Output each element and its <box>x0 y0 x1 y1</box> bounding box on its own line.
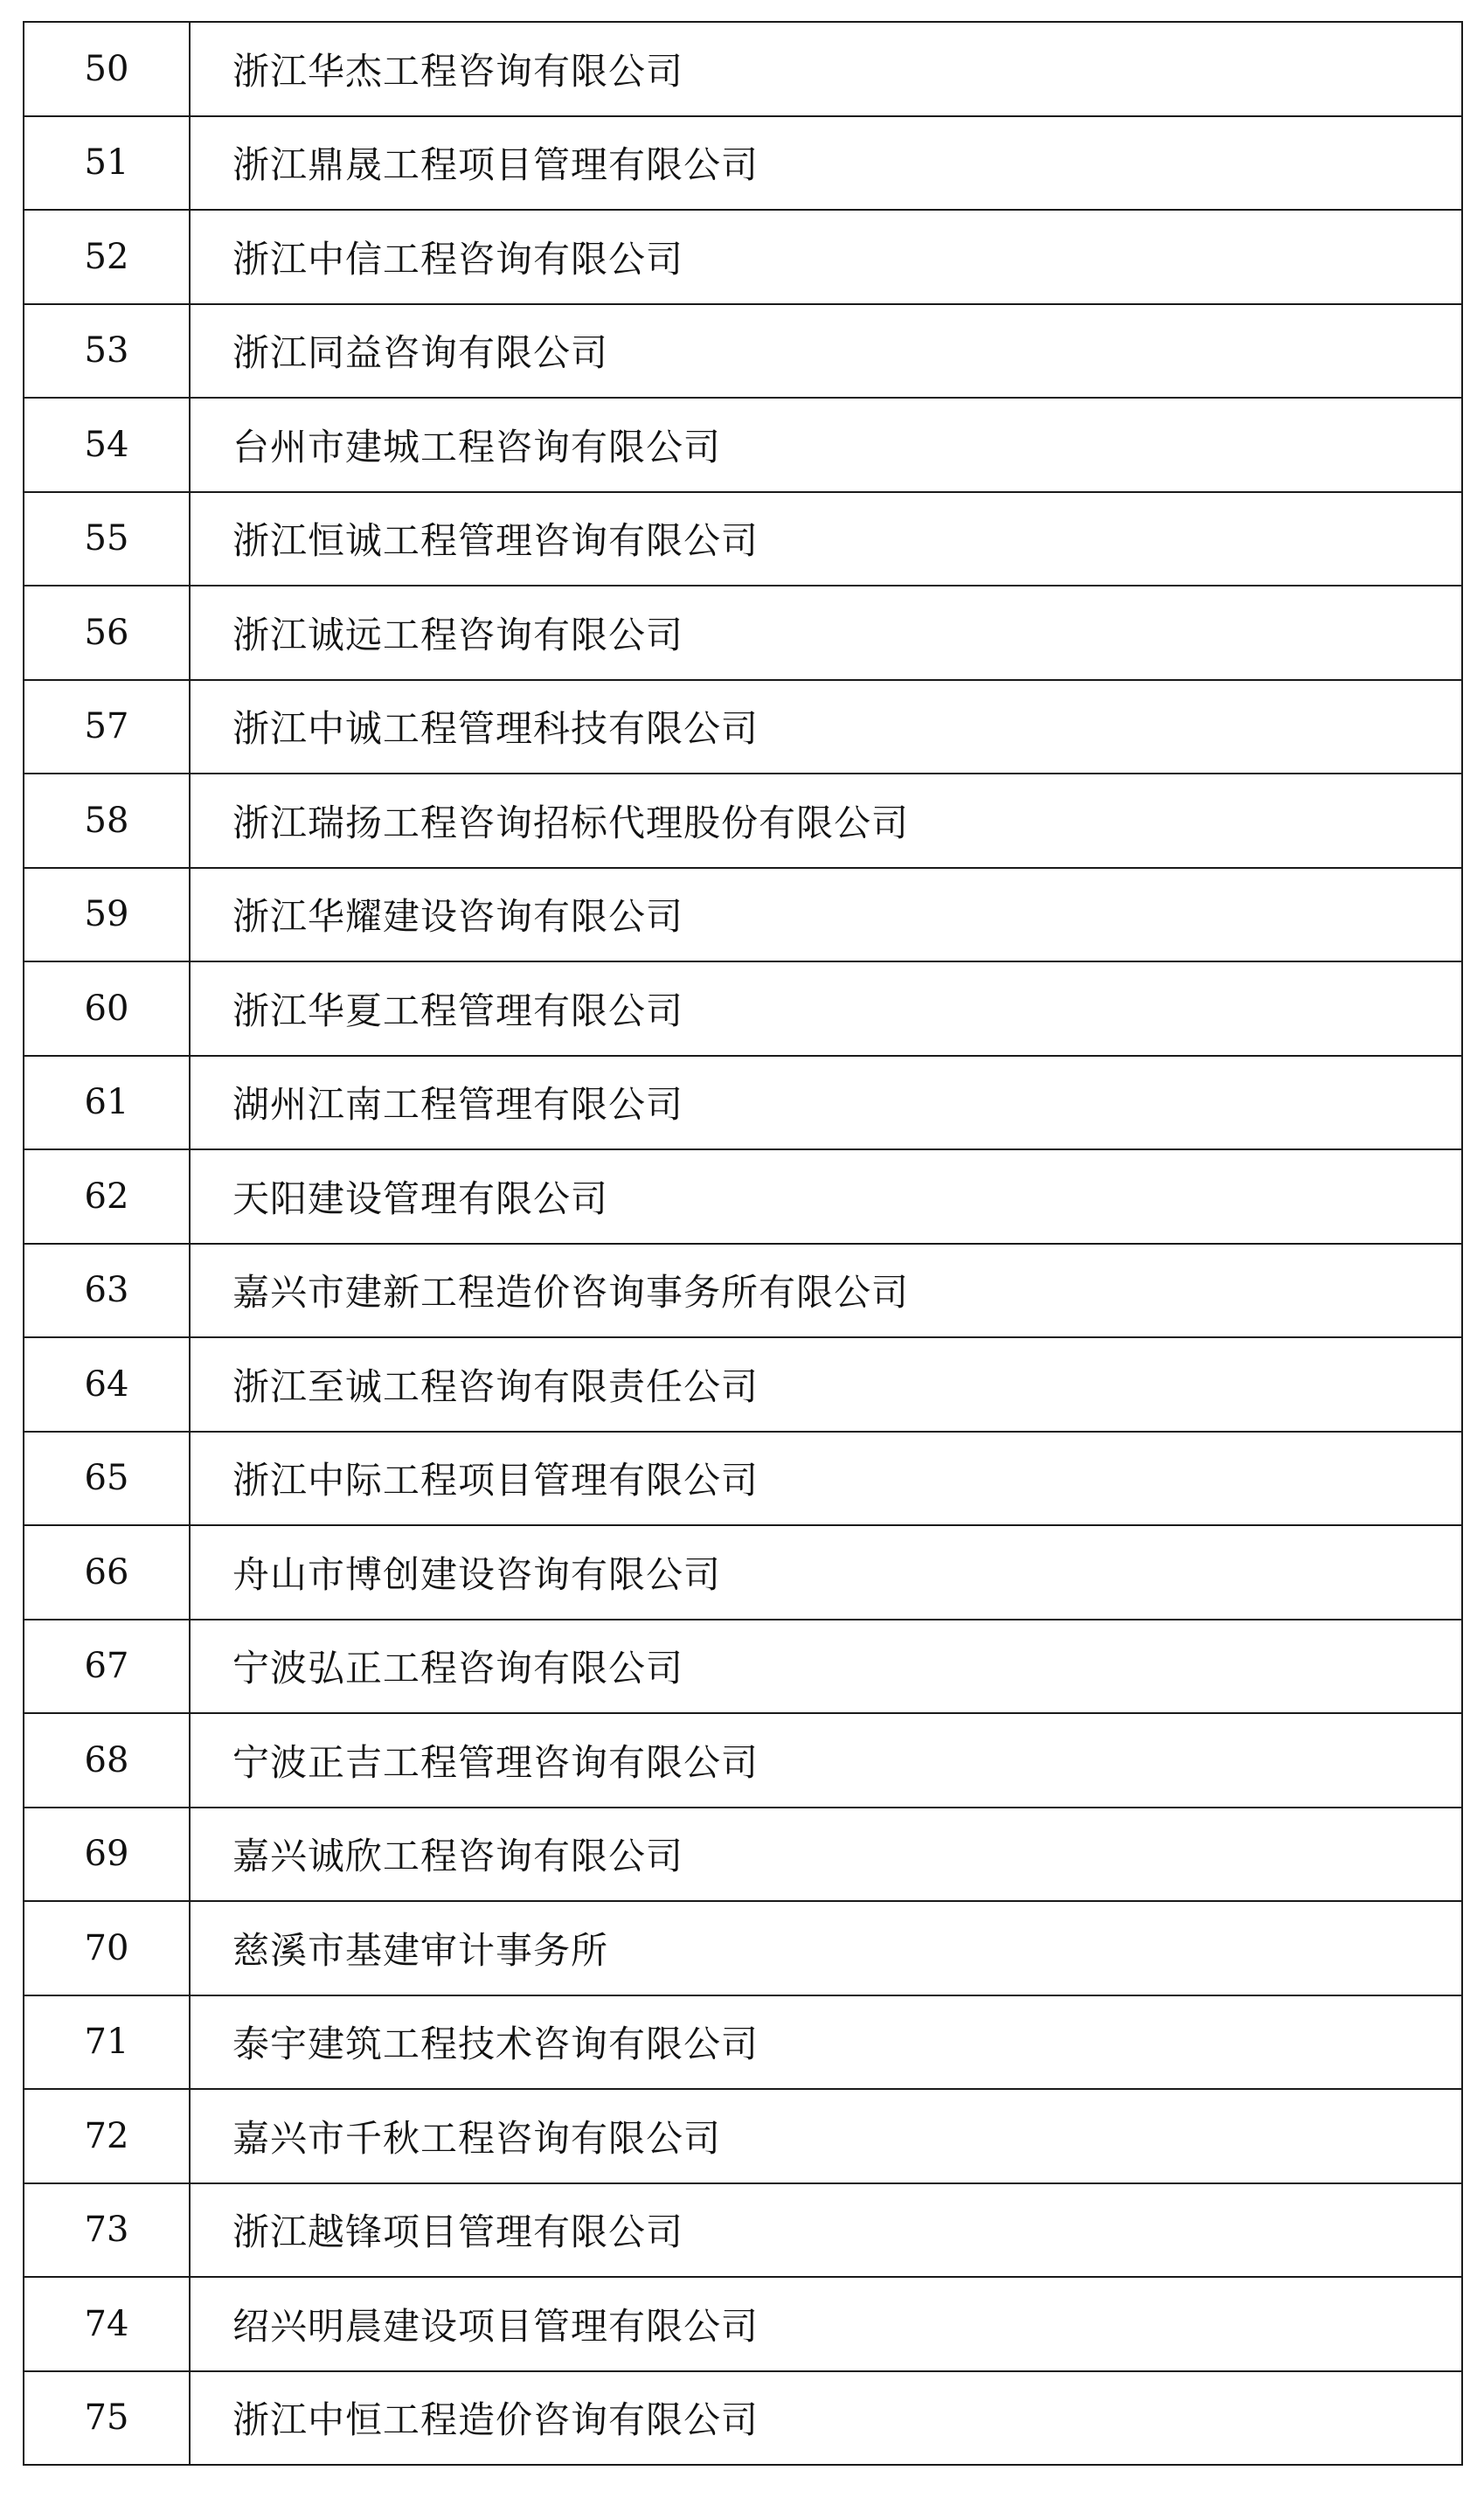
company-name: 浙江恒诚工程管理咨询有限公司 <box>190 492 1462 586</box>
company-name: 浙江鼎晟工程项目管理有限公司 <box>190 116 1462 211</box>
table-row <box>24 1244 1462 1338</box>
table-row <box>24 868 1462 962</box>
table-row <box>24 116 1462 211</box>
company-name: 浙江越锋项目管理有限公司 <box>190 2183 1462 2278</box>
row-number: 71 <box>24 1995 190 2090</box>
row-number: 67 <box>24 1620 190 1714</box>
company-name: 浙江中诚工程管理科技有限公司 <box>190 680 1462 774</box>
table-row <box>24 1620 1462 1714</box>
table-row <box>24 961 1462 1056</box>
row-number: 69 <box>24 1808 190 1902</box>
company-name: 宁波正吉工程管理咨询有限公司 <box>190 1713 1462 1808</box>
company-name: 浙江诚远工程咨询有限公司 <box>190 586 1462 680</box>
row-number: 54 <box>24 398 190 492</box>
table-row <box>24 1808 1462 1902</box>
row-number: 62 <box>24 1149 190 1244</box>
table-row <box>24 680 1462 774</box>
company-name: 慈溪市基建审计事务所 <box>190 1901 1462 1995</box>
company-name: 宁波弘正工程咨询有限公司 <box>190 1620 1462 1714</box>
row-number: 68 <box>24 1713 190 1808</box>
table-row <box>24 1901 1462 1995</box>
table-row <box>24 586 1462 680</box>
table-row <box>24 22 1462 116</box>
company-name: 舟山市博创建设咨询有限公司 <box>190 1525 1462 1620</box>
company-name: 嘉兴诚欣工程咨询有限公司 <box>190 1808 1462 1902</box>
table-row <box>24 2089 1462 2183</box>
company-name: 浙江中信工程咨询有限公司 <box>190 210 1462 304</box>
company-name: 台州市建城工程咨询有限公司 <box>190 398 1462 492</box>
company-name: 嘉兴市千秋工程咨询有限公司 <box>190 2089 1462 2183</box>
row-number: 51 <box>24 116 190 211</box>
company-name: 浙江华杰工程咨询有限公司 <box>190 22 1462 116</box>
table-row <box>24 2277 1462 2371</box>
company-name: 浙江瑞扬工程咨询招标代理股份有限公司 <box>190 774 1462 868</box>
row-number: 58 <box>24 774 190 868</box>
company-name: 绍兴明晨建设项目管理有限公司 <box>190 2277 1462 2371</box>
table-body <box>24 22 1462 2465</box>
row-number: 75 <box>24 2371 190 2466</box>
row-number: 70 <box>24 1901 190 1995</box>
table-row <box>24 1432 1462 1526</box>
table-row <box>24 774 1462 868</box>
table-row <box>24 1056 1462 1150</box>
row-number: 61 <box>24 1056 190 1150</box>
company-list-table <box>23 21 1463 2466</box>
company-name: 嘉兴市建新工程造价咨询事务所有限公司 <box>190 1244 1462 1338</box>
company-name: 浙江华夏工程管理有限公司 <box>190 961 1462 1056</box>
company-name: 浙江中恒工程造价咨询有限公司 <box>190 2371 1462 2466</box>
table-row <box>24 1149 1462 1244</box>
company-name: 浙江同益咨询有限公司 <box>190 304 1462 399</box>
row-number: 57 <box>24 680 190 774</box>
table-row <box>24 2371 1462 2466</box>
table-row <box>24 2183 1462 2278</box>
company-name: 泰宇建筑工程技术咨询有限公司 <box>190 1995 1462 2090</box>
table-row <box>24 1713 1462 1808</box>
row-number: 50 <box>24 22 190 116</box>
table-row <box>24 1337 1462 1432</box>
company-name: 浙江华耀建设咨询有限公司 <box>190 868 1462 962</box>
table-row <box>24 1995 1462 2090</box>
row-number: 64 <box>24 1337 190 1432</box>
row-number: 60 <box>24 961 190 1056</box>
row-number: 66 <box>24 1525 190 1620</box>
company-name: 湖州江南工程管理有限公司 <box>190 1056 1462 1150</box>
company-name: 浙江中际工程项目管理有限公司 <box>190 1432 1462 1526</box>
company-name: 天阳建设管理有限公司 <box>190 1149 1462 1244</box>
row-number: 65 <box>24 1432 190 1526</box>
row-number: 59 <box>24 868 190 962</box>
table-row <box>24 210 1462 304</box>
row-number: 56 <box>24 586 190 680</box>
row-number: 63 <box>24 1244 190 1338</box>
row-number: 73 <box>24 2183 190 2278</box>
table-row <box>24 492 1462 586</box>
table-row <box>24 304 1462 399</box>
company-name: 浙江至诚工程咨询有限责任公司 <box>190 1337 1462 1432</box>
table-row <box>24 1525 1462 1620</box>
row-number: 53 <box>24 304 190 399</box>
row-number: 72 <box>24 2089 190 2183</box>
row-number: 52 <box>24 210 190 304</box>
row-number: 74 <box>24 2277 190 2371</box>
table-row <box>24 398 1462 492</box>
row-number: 55 <box>24 492 190 586</box>
